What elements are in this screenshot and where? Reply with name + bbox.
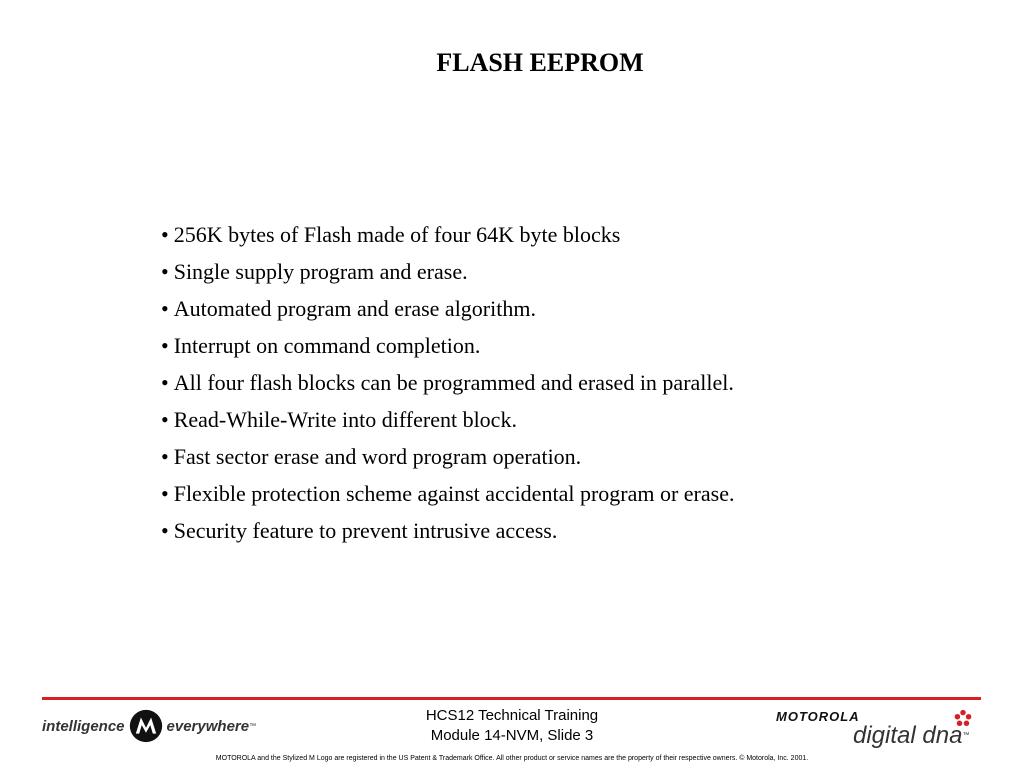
- bullet-text: Read-While-Write into different block.: [173, 407, 517, 432]
- bullet-item: [161, 216, 734, 253]
- tagline-left: intelligence: [42, 717, 125, 735]
- bullet-glyph: •: [161, 370, 169, 395]
- bullet-glyph: •: [161, 333, 169, 358]
- bullet-text: Automated program and erase algorithm.: [173, 296, 536, 321]
- motorola-m-logo-icon: [129, 709, 163, 743]
- bullet-glyph: •: [161, 444, 169, 469]
- bullet-glyph: •: [161, 481, 169, 506]
- motorola-wordmark: MOTOROLA: [776, 709, 860, 724]
- bullet-text: Flexible protection scheme against accidental program or erase.: [173, 481, 735, 506]
- bullet-glyph: •: [161, 222, 169, 247]
- bullet-item: [161, 327, 734, 364]
- bullet-text: Fast sector erase and word program operation.: [173, 444, 582, 469]
- bullet-item: [161, 253, 734, 290]
- tagline-right: everywhere: [166, 717, 250, 735]
- bullet-glyph: •: [161, 518, 169, 543]
- digital-dna-logo: [853, 722, 969, 750]
- digital-dna-text: digital dna: [853, 722, 963, 749]
- bullet-list: [161, 216, 734, 549]
- bullet-glyph: •: [161, 296, 169, 321]
- bullet-text: 256K bytes of Flash made of four 64K byte blocks: [173, 222, 621, 247]
- bullet-item: [161, 290, 734, 327]
- bullet-item: [161, 475, 734, 512]
- bullet-text: Security feature to prevent intrusive access.: [173, 518, 558, 543]
- bullet-text: Single supply program and erase.: [173, 259, 468, 284]
- bullet-item: [161, 438, 734, 475]
- slide-title: FLASH EEPROM: [436, 48, 644, 77]
- bullet-item: [161, 401, 734, 438]
- bullet-glyph: •: [161, 407, 169, 432]
- footer-course-info: [382, 706, 642, 746]
- intelligence-everywhere-logo: [42, 706, 256, 746]
- slide-reference: Module 14-NVM, Slide 3: [430, 727, 594, 744]
- bullet-item: [161, 512, 734, 549]
- footer-divider: [42, 697, 981, 700]
- course-title: HCS12 Technical Training: [425, 707, 599, 724]
- bullet-glyph: •: [161, 259, 169, 284]
- bullet-item: [161, 364, 734, 401]
- copyright-notice: MOTOROLA and the Stylized M Logo are registered in the US Patent & Trademark Office. All other product or service names are the property of their respective owners. © Motorola, Inc. 2001.: [215, 755, 809, 762]
- bullet-text: Interrupt on command completion.: [173, 333, 481, 358]
- bullet-text: All four flash blocks can be programmed and erased in parallel.: [173, 370, 734, 395]
- trademark-mark: ™: [962, 732, 970, 739]
- trademark-mark: ™: [249, 722, 257, 730]
